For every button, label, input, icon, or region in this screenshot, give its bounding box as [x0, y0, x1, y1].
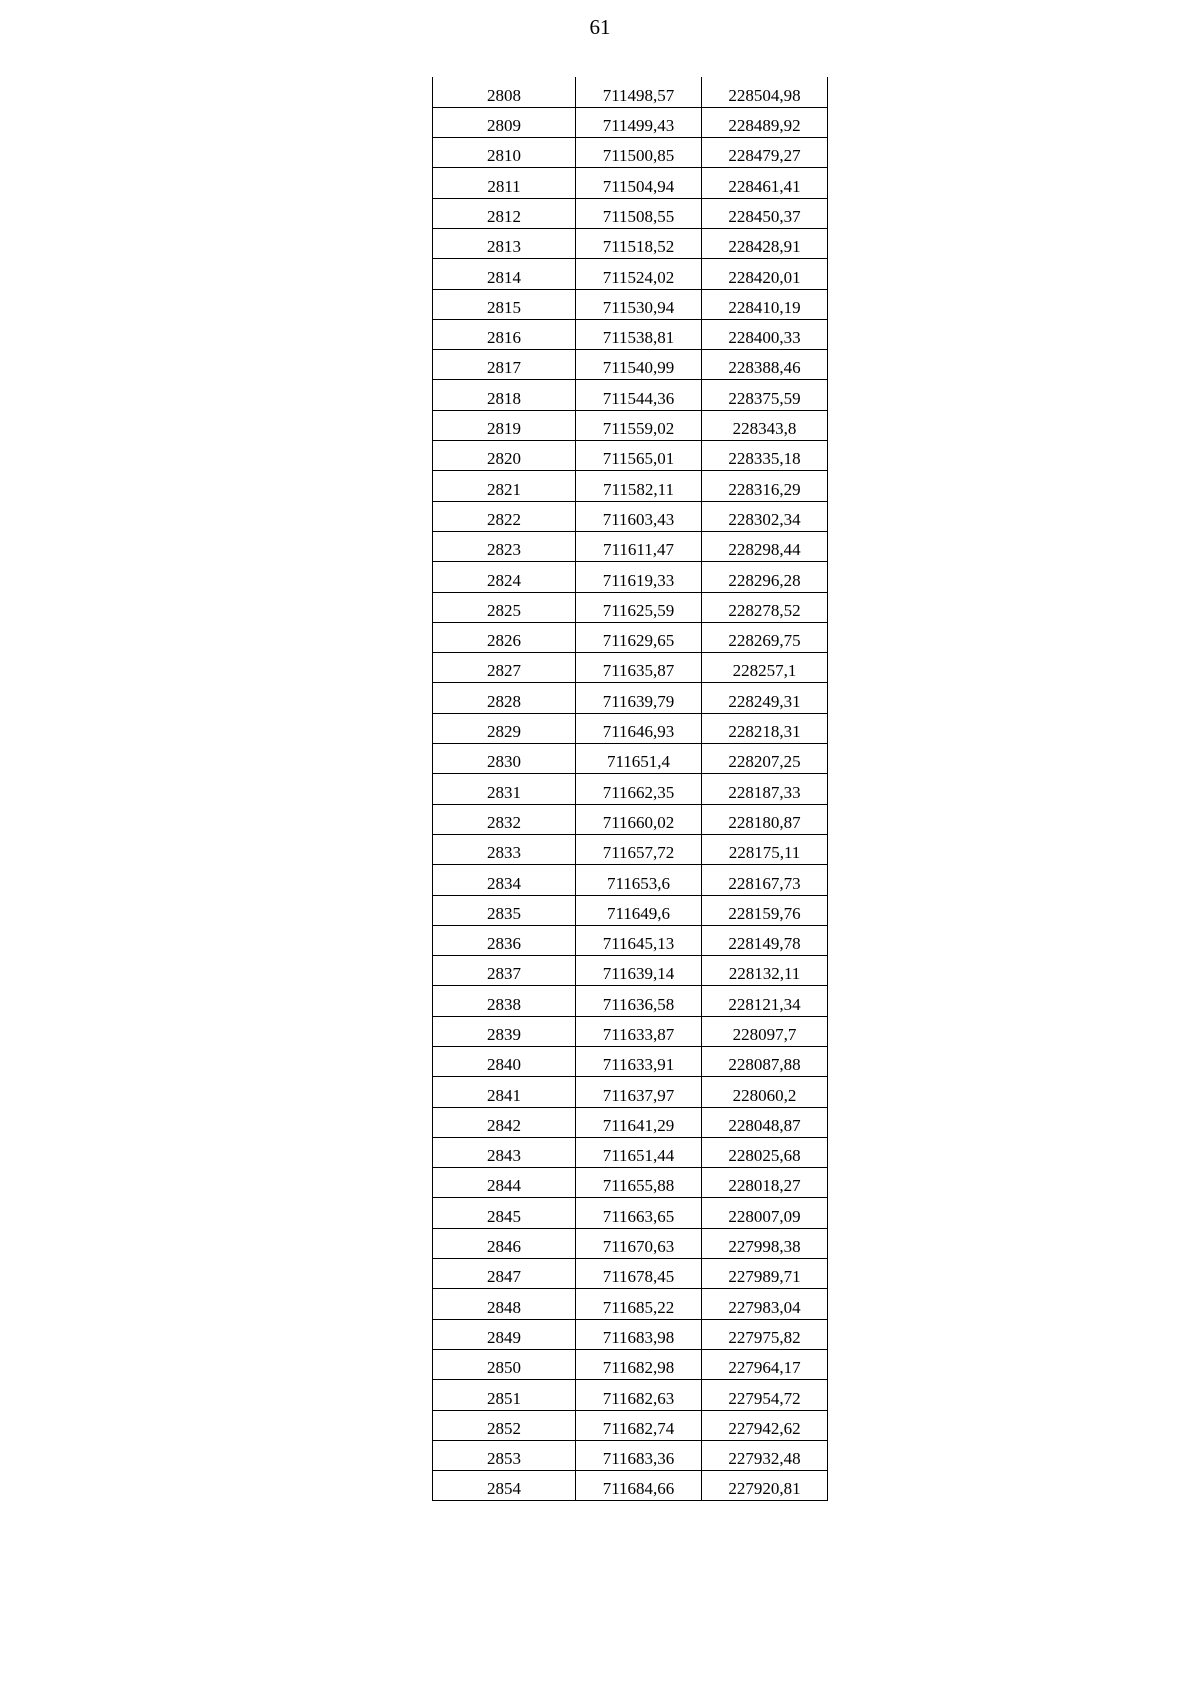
- point-number-cell: 2822: [433, 501, 576, 531]
- y-coordinate-cell: 228025,68: [702, 1137, 828, 1167]
- table-row: [433, 895, 828, 925]
- x-coordinate-cell: 711633,91: [576, 1047, 702, 1077]
- point-number-cell: 2850: [433, 1349, 576, 1379]
- table-row: [433, 986, 828, 1016]
- table-row: [433, 77, 828, 107]
- table-row: [433, 1198, 828, 1228]
- table-row: [433, 1319, 828, 1349]
- point-number-cell: 2812: [433, 198, 576, 228]
- table-row: [433, 1168, 828, 1198]
- point-number-cell: 2849: [433, 1319, 576, 1349]
- table-row: [433, 834, 828, 864]
- table-row: [433, 198, 828, 228]
- x-coordinate-cell: 711639,79: [576, 683, 702, 713]
- x-coordinate-cell: 711651,4: [576, 744, 702, 774]
- x-coordinate-cell: 711619,33: [576, 562, 702, 592]
- table-row: [433, 562, 828, 592]
- x-coordinate-cell: 711682,63: [576, 1380, 702, 1410]
- x-coordinate-cell: 711663,65: [576, 1198, 702, 1228]
- x-coordinate-cell: 711629,65: [576, 622, 702, 652]
- y-coordinate-cell: 228097,7: [702, 1016, 828, 1046]
- point-number-cell: 2813: [433, 228, 576, 258]
- point-number-cell: 2817: [433, 350, 576, 380]
- x-coordinate-cell: 711683,36: [576, 1440, 702, 1470]
- x-coordinate-cell: 711518,52: [576, 228, 702, 258]
- y-coordinate-cell: 227942,62: [702, 1410, 828, 1440]
- y-coordinate-cell: 228249,31: [702, 683, 828, 713]
- x-coordinate-cell: 711646,93: [576, 713, 702, 743]
- point-number-cell: 2829: [433, 713, 576, 743]
- table-row: [433, 653, 828, 683]
- y-coordinate-cell: 228302,34: [702, 501, 828, 531]
- point-number-cell: 2827: [433, 653, 576, 683]
- x-coordinate-cell: 711655,88: [576, 1168, 702, 1198]
- y-coordinate-cell: 228489,92: [702, 107, 828, 137]
- table-row: [433, 441, 828, 471]
- table-row: [433, 925, 828, 955]
- point-number-cell: 2819: [433, 410, 576, 440]
- table-row: [433, 744, 828, 774]
- x-coordinate-cell: 711684,66: [576, 1471, 702, 1501]
- y-coordinate-cell: 228218,31: [702, 713, 828, 743]
- x-coordinate-cell: 711645,13: [576, 925, 702, 955]
- x-coordinate-cell: 711498,57: [576, 77, 702, 107]
- point-number-cell: 2832: [433, 804, 576, 834]
- y-coordinate-cell: 228060,2: [702, 1077, 828, 1107]
- table-row: [433, 713, 828, 743]
- y-coordinate-cell: 228121,34: [702, 986, 828, 1016]
- table-row: [433, 1259, 828, 1289]
- y-coordinate-cell: 228316,29: [702, 471, 828, 501]
- point-number-cell: 2836: [433, 925, 576, 955]
- table-row: [433, 168, 828, 198]
- y-coordinate-cell: 227954,72: [702, 1380, 828, 1410]
- x-coordinate-cell: 711499,43: [576, 107, 702, 137]
- point-number-cell: 2821: [433, 471, 576, 501]
- x-coordinate-cell: 711641,29: [576, 1107, 702, 1137]
- x-coordinate-cell: 711611,47: [576, 531, 702, 561]
- x-coordinate-cell: 711657,72: [576, 834, 702, 864]
- y-coordinate-cell: 228420,01: [702, 259, 828, 289]
- point-number-cell: 2823: [433, 531, 576, 561]
- point-number-cell: 2844: [433, 1168, 576, 1198]
- point-number-cell: 2808: [433, 77, 576, 107]
- y-coordinate-cell: 228298,44: [702, 531, 828, 561]
- point-number-cell: 2820: [433, 441, 576, 471]
- point-number-cell: 2831: [433, 774, 576, 804]
- x-coordinate-cell: 711682,98: [576, 1349, 702, 1379]
- table-row: [433, 683, 828, 713]
- x-coordinate-cell: 711508,55: [576, 198, 702, 228]
- x-coordinate-cell: 711639,14: [576, 956, 702, 986]
- y-coordinate-cell: 227932,48: [702, 1440, 828, 1470]
- y-coordinate-cell: 228048,87: [702, 1107, 828, 1137]
- y-coordinate-cell: 228388,46: [702, 350, 828, 380]
- table-row: [433, 1107, 828, 1137]
- table-row: [433, 410, 828, 440]
- y-coordinate-cell: 228269,75: [702, 622, 828, 652]
- x-coordinate-cell: 711538,81: [576, 319, 702, 349]
- y-coordinate-cell: 227920,81: [702, 1471, 828, 1501]
- y-coordinate-cell: 227983,04: [702, 1289, 828, 1319]
- y-coordinate-cell: 228257,1: [702, 653, 828, 683]
- point-number-cell: 2814: [433, 259, 576, 289]
- point-number-cell: 2848: [433, 1289, 576, 1319]
- y-coordinate-cell: 228175,11: [702, 834, 828, 864]
- table-row: [433, 865, 828, 895]
- y-coordinate-cell: 228149,78: [702, 925, 828, 955]
- point-number-cell: 2825: [433, 592, 576, 622]
- y-coordinate-cell: 227975,82: [702, 1319, 828, 1349]
- table-row: [433, 622, 828, 652]
- y-coordinate-cell: 228087,88: [702, 1047, 828, 1077]
- y-coordinate-cell: 228132,11: [702, 956, 828, 986]
- table-row: [433, 1440, 828, 1470]
- y-coordinate-cell: 228375,59: [702, 380, 828, 410]
- table-row: [433, 1471, 828, 1501]
- y-coordinate-cell: 227964,17: [702, 1349, 828, 1379]
- y-coordinate-cell: 228428,91: [702, 228, 828, 258]
- y-coordinate-cell: 228400,33: [702, 319, 828, 349]
- y-coordinate-cell: 228410,19: [702, 289, 828, 319]
- point-number-cell: 2837: [433, 956, 576, 986]
- y-coordinate-cell: 228187,33: [702, 774, 828, 804]
- point-number-cell: 2846: [433, 1228, 576, 1258]
- y-coordinate-cell: 228335,18: [702, 441, 828, 471]
- table-row: [433, 774, 828, 804]
- x-coordinate-cell: 711540,99: [576, 350, 702, 380]
- point-number-cell: 2843: [433, 1137, 576, 1167]
- table-row: [433, 804, 828, 834]
- x-coordinate-cell: 711649,6: [576, 895, 702, 925]
- point-number-cell: 2826: [433, 622, 576, 652]
- table-row: [433, 289, 828, 319]
- point-number-cell: 2828: [433, 683, 576, 713]
- x-coordinate-cell: 711603,43: [576, 501, 702, 531]
- table-row: [433, 1016, 828, 1046]
- x-coordinate-cell: 711625,59: [576, 592, 702, 622]
- x-coordinate-cell: 711683,98: [576, 1319, 702, 1349]
- y-coordinate-cell: 228018,27: [702, 1168, 828, 1198]
- table-row: [433, 471, 828, 501]
- point-number-cell: 2818: [433, 380, 576, 410]
- x-coordinate-cell: 711582,11: [576, 471, 702, 501]
- point-number-cell: 2811: [433, 168, 576, 198]
- point-number-cell: 2810: [433, 138, 576, 168]
- point-number-cell: 2824: [433, 562, 576, 592]
- point-number-cell: 2854: [433, 1471, 576, 1501]
- x-coordinate-cell: 711565,01: [576, 441, 702, 471]
- point-number-cell: 2830: [433, 744, 576, 774]
- table-row: [433, 138, 828, 168]
- y-coordinate-cell: 228461,41: [702, 168, 828, 198]
- table-row: [433, 1349, 828, 1379]
- point-number-cell: 2851: [433, 1380, 576, 1410]
- table-row: [433, 228, 828, 258]
- point-number-cell: 2809: [433, 107, 576, 137]
- y-coordinate-cell: 228450,37: [702, 198, 828, 228]
- x-coordinate-cell: 711633,87: [576, 1016, 702, 1046]
- point-number-cell: 2833: [433, 834, 576, 864]
- point-number-cell: 2840: [433, 1047, 576, 1077]
- table-row: [433, 107, 828, 137]
- point-number-cell: 2835: [433, 895, 576, 925]
- x-coordinate-cell: 711524,02: [576, 259, 702, 289]
- table-row: [433, 319, 828, 349]
- table-row: [433, 956, 828, 986]
- x-coordinate-cell: 711637,97: [576, 1077, 702, 1107]
- point-number-cell: 2838: [433, 986, 576, 1016]
- table-row: [433, 380, 828, 410]
- table-row: [433, 1289, 828, 1319]
- x-coordinate-cell: 711670,63: [576, 1228, 702, 1258]
- point-number-cell: 2842: [433, 1107, 576, 1137]
- table-row: [433, 1228, 828, 1258]
- y-coordinate-cell: 228278,52: [702, 592, 828, 622]
- table-row: [433, 1047, 828, 1077]
- point-number-cell: 2845: [433, 1198, 576, 1228]
- y-coordinate-cell: 228343,8: [702, 410, 828, 440]
- coordinates-table: [432, 77, 828, 1501]
- table-row: [433, 1077, 828, 1107]
- y-coordinate-cell: 228296,28: [702, 562, 828, 592]
- table-row: [433, 592, 828, 622]
- y-coordinate-cell: 228479,27: [702, 138, 828, 168]
- table-row: [433, 259, 828, 289]
- y-coordinate-cell: 227989,71: [702, 1259, 828, 1289]
- point-number-cell: 2839: [433, 1016, 576, 1046]
- x-coordinate-cell: 711635,87: [576, 653, 702, 683]
- x-coordinate-cell: 711544,36: [576, 380, 702, 410]
- page-number: 61: [589, 15, 611, 39]
- table-body: [433, 77, 828, 1501]
- x-coordinate-cell: 711504,94: [576, 168, 702, 198]
- y-coordinate-cell: 228504,98: [702, 77, 828, 107]
- point-number-cell: 2841: [433, 1077, 576, 1107]
- x-coordinate-cell: 711662,35: [576, 774, 702, 804]
- x-coordinate-cell: 711651,44: [576, 1137, 702, 1167]
- point-number-cell: 2847: [433, 1259, 576, 1289]
- x-coordinate-cell: 711636,58: [576, 986, 702, 1016]
- table-row: [433, 531, 828, 561]
- x-coordinate-cell: 711500,85: [576, 138, 702, 168]
- table-row: [433, 501, 828, 531]
- y-coordinate-cell: 228207,25: [702, 744, 828, 774]
- x-coordinate-cell: 711530,94: [576, 289, 702, 319]
- point-number-cell: 2853: [433, 1440, 576, 1470]
- point-number-cell: 2852: [433, 1410, 576, 1440]
- table-row: [433, 350, 828, 380]
- x-coordinate-cell: 711682,74: [576, 1410, 702, 1440]
- table-row: [433, 1380, 828, 1410]
- y-coordinate-cell: 228167,73: [702, 865, 828, 895]
- table-row: [433, 1410, 828, 1440]
- y-coordinate-cell: 228159,76: [702, 895, 828, 925]
- x-coordinate-cell: 711678,45: [576, 1259, 702, 1289]
- y-coordinate-cell: 228007,09: [702, 1198, 828, 1228]
- x-coordinate-cell: 711559,02: [576, 410, 702, 440]
- y-coordinate-cell: 227998,38: [702, 1228, 828, 1258]
- y-coordinate-cell: 228180,87: [702, 804, 828, 834]
- x-coordinate-cell: 711685,22: [576, 1289, 702, 1319]
- point-number-cell: 2816: [433, 319, 576, 349]
- table-row: [433, 1137, 828, 1167]
- point-number-cell: 2815: [433, 289, 576, 319]
- x-coordinate-cell: 711653,6: [576, 865, 702, 895]
- x-coordinate-cell: 711660,02: [576, 804, 702, 834]
- point-number-cell: 2834: [433, 865, 576, 895]
